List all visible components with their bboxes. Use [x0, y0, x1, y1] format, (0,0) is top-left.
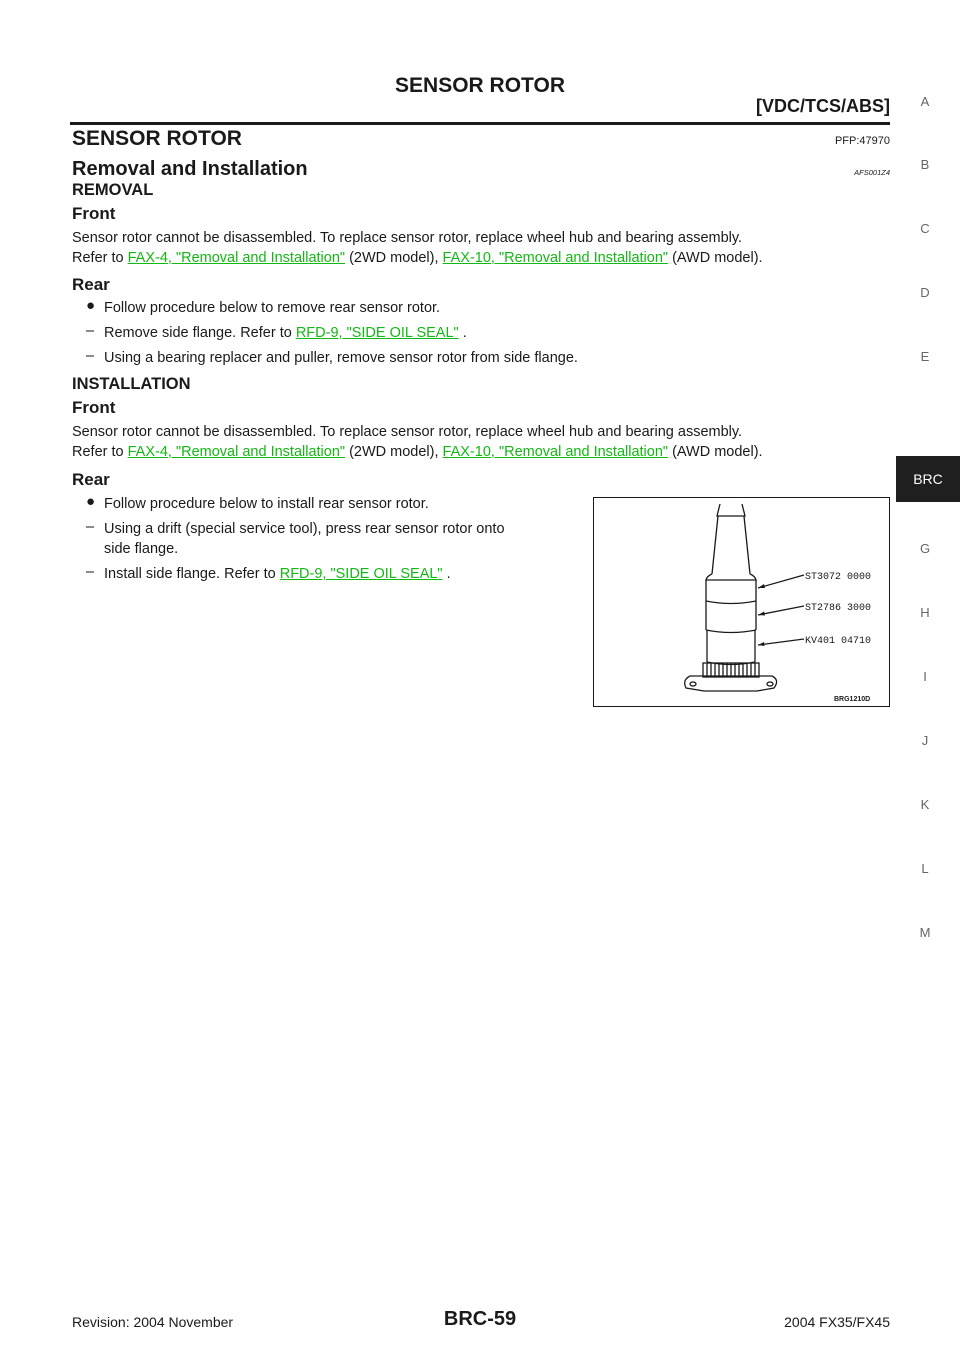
- index-tab-i[interactable]: I: [923, 669, 927, 684]
- installation-front-line-2: [72, 442, 890, 462]
- link-rfd-9[interactable]: RFD-9, "SIDE OIL SEAL": [279, 566, 443, 582]
- text: (2WD model),: [345, 444, 443, 460]
- index-tab-l[interactable]: L: [921, 861, 929, 876]
- removal-rear-heading: Rear: [72, 275, 110, 294]
- text: (AWD model).: [668, 250, 763, 266]
- text: Refer to: [72, 250, 128, 266]
- text: Remove side flange. Refer to: [104, 325, 296, 341]
- installation-rear-bullet: Follow procedure below to install rear sensor rotor.: [104, 496, 429, 512]
- installation-front-line-1: Sensor rotor cannot be disassembled. To replace sensor rotor, replace wheel hub and bearing assembly.: [72, 424, 743, 440]
- link-fax-10[interactable]: FAX-10, "Removal and Installation": [442, 444, 669, 460]
- dash-icon: –: [86, 323, 95, 339]
- subsection-code: AFS001Z4: [854, 168, 890, 177]
- text: .: [458, 325, 467, 341]
- label-st2786-3000: ST2786 3000: [805, 603, 872, 614]
- index-tab-b[interactable]: B: [920, 157, 930, 172]
- index-tab-c[interactable]: C: [920, 221, 930, 236]
- installation-rear-step-2: [104, 564, 451, 584]
- index-tab-g[interactable]: G: [919, 541, 931, 556]
- text: Using a drift (special service tool), press rear sensor rotor onto: [104, 521, 505, 537]
- text: (AWD model).: [668, 444, 763, 460]
- bullet-icon: ●: [86, 493, 96, 510]
- text: Install side flange. Refer to: [104, 566, 280, 582]
- link-rfd-9[interactable]: RFD-9, "SIDE OIL SEAL": [295, 325, 459, 341]
- removal-front-heading: Front: [72, 204, 116, 223]
- label-st3072-0000: ST3072 0000: [805, 572, 872, 583]
- section-code: PFP:47970: [834, 135, 890, 147]
- removal-rear-step-2: Using a bearing replacer and puller, remove sensor rotor from side flange.: [104, 350, 578, 366]
- index-tab-h[interactable]: H: [920, 605, 930, 620]
- installation-front-paragraph: [72, 422, 890, 462]
- installation-rear-heading: Rear: [72, 470, 110, 489]
- removal-rear-step-1: [104, 323, 467, 343]
- link-fax-4[interactable]: FAX-4, "Removal and Installation": [127, 250, 346, 266]
- text: Refer to: [72, 444, 128, 460]
- header-rule: [70, 122, 890, 125]
- bullet-icon: ●: [86, 297, 96, 314]
- removal-rear-bullet: Follow procedure below to remove rear sensor rotor.: [104, 300, 441, 316]
- removal-front-paragraph: [72, 228, 890, 268]
- link-fax-4[interactable]: FAX-4, "Removal and Installation": [127, 444, 346, 460]
- installation-front-heading: Front: [72, 398, 116, 417]
- removal-front-line-1: Sensor rotor cannot be disassembled. To replace sensor rotor, replace wheel hub and bearing assembly.: [72, 230, 743, 246]
- dash-icon: –: [86, 519, 95, 535]
- index-tab-brc-active[interactable]: BRC: [896, 456, 960, 502]
- text: .: [442, 566, 451, 582]
- dash-icon: –: [86, 564, 95, 580]
- index-tab-a[interactable]: A: [920, 94, 930, 109]
- section-title: SENSOR ROTOR: [72, 127, 242, 150]
- dash-icon: –: [86, 348, 95, 364]
- index-tab-m[interactable]: M: [919, 925, 931, 940]
- page-header-title: SENSOR ROTOR: [395, 74, 565, 97]
- page-header-subtitle: [VDC/TCS/ABS]: [756, 96, 890, 116]
- label-kv401-04710: KV401 04710: [805, 636, 872, 647]
- installation-heading: INSTALLATION: [72, 375, 191, 393]
- index-tab-d[interactable]: D: [920, 285, 930, 300]
- figure-code: BRG1210D: [834, 696, 871, 703]
- footer-model: 2004 FX35/FX45: [784, 1314, 890, 1330]
- text: (2WD model),: [345, 250, 443, 266]
- index-tab-j[interactable]: J: [921, 733, 929, 748]
- footer-revision: Revision: 2004 November: [72, 1314, 234, 1330]
- index-tab-k[interactable]: K: [920, 797, 930, 812]
- removal-front-line-2: [72, 248, 890, 268]
- index-tab-e[interactable]: E: [920, 349, 930, 364]
- tool-illustration: [593, 497, 890, 707]
- removal-heading: REMOVAL: [72, 181, 154, 199]
- drift-tool-drawing: [594, 498, 889, 706]
- footer-page-number: BRC-59: [443, 1308, 517, 1330]
- subsection-title: Removal and Installation: [72, 158, 308, 180]
- link-fax-10[interactable]: FAX-10, "Removal and Installation": [442, 250, 669, 266]
- text: side flange.: [104, 541, 179, 557]
- installation-rear-step-1: [104, 519, 505, 559]
